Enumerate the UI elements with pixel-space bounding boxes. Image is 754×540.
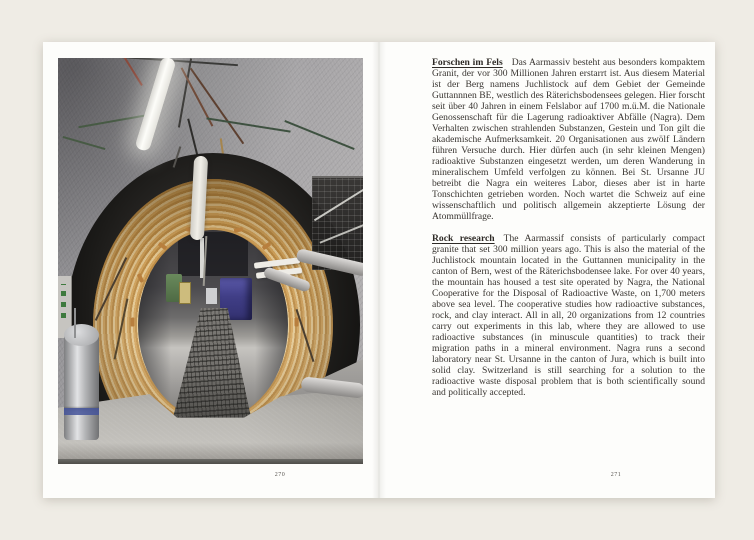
yellow-box: [179, 282, 191, 304]
tunnel-background: [178, 232, 248, 276]
body-text-german: Das Aarmassiv besteht aus besonders kompaktem Granit, der vor 300 Millionen Jahren erstarrt ist. Aus diesem Material ist der Berg namens Juchlistock auf dem Gebiet der Gemeinde Guttannnen BE, westlich des Räterichsbodensees gelegen. Hier forscht seit über 40 Jahren in einem Felslabor auf 1700 m.ü.M. die Nationale Genossenschaft für die Lagerung radioaktiver Abfälle (Nagra). Dem Verhalten zwischen strahlenden Substanzen, Gestein und Ton gilt die akademische Aufmerksamkeit. 20 Organisationen aus zwölf Ländern führen Versuche durch. Hier dürfen auch (in sehr kleinen Mengen) radioaktive Substanzen eingesetzt werden, um deren Wanderung in mineralischem Umfeld verfolgen zu können. Bei St. Ursanne JU betreibt die Nagra ein weiteres Labor, dieses aber ist in harte Tonschichten getrieben worden. Noch wartet die Schweiz auf eine wissenschaftlich und politisch allgemein akzeptierte Lösung der Atommüllfrage.: [432, 57, 705, 222]
cable-brown: [190, 68, 244, 145]
white-crate: [206, 288, 217, 304]
book-spread: [43, 42, 715, 498]
cable-green: [63, 136, 106, 150]
cable-green: [78, 114, 149, 128]
cable-red-brown: [123, 58, 143, 86]
fluorescent-lamp: [134, 58, 176, 152]
ring-anchor-tab: [131, 318, 135, 327]
run-in-heading-german: Forschen im Fels: [432, 57, 503, 68]
paragraph-english: [432, 233, 705, 398]
right-page: [379, 42, 715, 498]
page-number-right: 271: [610, 472, 622, 478]
body-text-english: The Aarmassif consists of particularly compact granite that set 300 million years ago. This is also the material of the Juchlistock mountain located in the Guttannen municipality in the canton of Bern, west of the Räterichsbodensee lake. For over 40 years, the mountain has housed a test site operated by Nagra, the National Cooperative for the Disposal of Radioactive Waste, on 1,700 meters above sea level. The cooperative studies how radioactive substances, rock, and clay interact. All in all, 20 organizations from 12 countries carry out experiments in this lab, where they are allowed to use radioactive substances (in minuscule quantities) to track their migration paths in a mineral environment. Nagra runs a second laboratory near St. Ursanne in the canton of Jura, which is built into solid clay. Switzerland is still searching for a solution to the radioactive waste disposal problem that is both scientifically sound and politically accepted.: [432, 233, 705, 398]
paragraph-german: [432, 57, 705, 222]
run-in-heading-english: Rock research: [432, 233, 495, 244]
photo-edge-shadow: [58, 459, 363, 464]
left-page: [43, 42, 379, 498]
tunnel-photo: [58, 58, 363, 464]
cable: [118, 58, 238, 66]
steel-cylinder: [64, 334, 99, 440]
cable-green: [284, 120, 354, 150]
page-number-left: 270: [274, 472, 286, 478]
cable-green: [206, 117, 290, 132]
cable: [74, 308, 76, 338]
